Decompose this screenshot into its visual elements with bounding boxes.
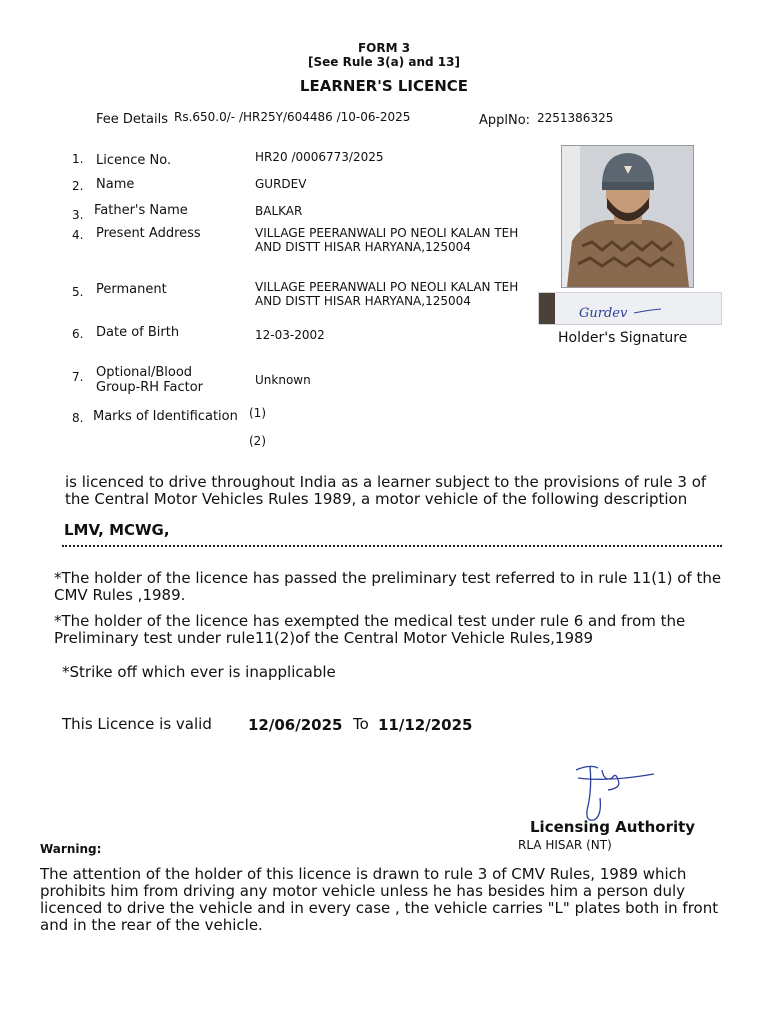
identification-mark-2: (2)	[249, 434, 266, 448]
holder-signature-label: Holder's Signature	[558, 330, 688, 346]
appl-no-label: ApplNo:	[479, 113, 531, 128]
identification-mark-1: (1)	[249, 406, 266, 420]
strike-off-note: *Strike off which ever is inapplicable	[62, 663, 336, 681]
holder-signature-graphic	[539, 293, 721, 324]
identification-marks-label: Marks of Identification	[93, 409, 238, 424]
valid-from-date: 12/06/2025	[248, 716, 343, 734]
rule-reference: [See Rule 3(a) and 13]	[308, 55, 460, 69]
dob-value: 12-03-2002	[255, 328, 325, 342]
blood-group-label: Optional/Blood Group-RH Factor	[96, 365, 204, 395]
licence-statement: is licenced to drive throughout India as a learner subject to the provisions of rule 3 of the Central Motor Vehicles Rules 1989, a motor vehicle of the following description	[65, 473, 707, 508]
permanent-address-value: VILLAGE PEERANWALI PO NEOLI KALAN TEH AND DISTT HISAR HARYANA,125004	[255, 280, 519, 308]
field-number: 7.	[72, 370, 84, 384]
warning-label: Warning:	[40, 842, 102, 856]
form-number: FORM 3	[357, 41, 411, 55]
blood-group-value: Unknown	[255, 373, 311, 387]
permanent-address-label: Permanent	[96, 282, 167, 297]
page-title: LEARNER'S LICENCE	[299, 77, 469, 95]
holder-photo-graphic	[562, 146, 693, 287]
name-label: Name	[96, 177, 135, 192]
field-number: 3.	[72, 208, 84, 222]
authority-office: RLA HISAR (NT)	[518, 838, 612, 852]
licence-no-label: Licence No.	[96, 153, 172, 168]
validity-label: This Licence is valid	[62, 715, 212, 733]
present-address-value: VILLAGE PEERANWALI PO NEOLI KALAN TEH AND DISTT HISAR HARYANA,125004	[255, 226, 519, 254]
dotted-divider	[62, 545, 722, 547]
dob-label: Date of Birth	[96, 325, 180, 340]
field-number: 4.	[72, 228, 84, 242]
fathers-name-label: Father's Name	[94, 203, 188, 218]
field-number: 6.	[72, 327, 84, 341]
licensing-authority-title: Licensing Authority	[530, 818, 696, 836]
fee-value: Rs.650.0/- /HR25Y/604486 /10-06-2025	[174, 110, 411, 124]
field-number: 1.	[72, 152, 84, 166]
valid-to-date: 11/12/2025	[378, 716, 473, 734]
appl-no-value: 2251386325	[537, 111, 614, 125]
name-value: GURDEV	[255, 177, 307, 191]
holder-signature-text: Gurdev	[579, 306, 628, 321]
field-number: 5.	[72, 285, 84, 299]
field-number: 2.	[72, 179, 84, 193]
present-address-label: Present Address	[96, 226, 201, 241]
fathers-name-value: BALKAR	[255, 204, 303, 218]
field-number: 8.	[72, 411, 84, 425]
warning-text: The attention of the holder of this licence is drawn to rule 3 of CMV Rules, 1989 which prohibits him from driving any motor vehicle unless he has besides him a person duly licenced to drive the vehicle and in every case , the vehicle carries "L" plates both in front and in the rear of the vehicle.	[40, 865, 719, 934]
preliminary-test-note: *The holder of the licence has passed the preliminary test referred to in rule 11(1) of the CMV Rules ,1989.	[54, 569, 722, 604]
vehicle-classes: LMV, MCWG,	[64, 521, 170, 539]
licence-no-value: HR20 /0006773/2025	[255, 150, 384, 164]
fee-label: Fee Details	[96, 112, 168, 127]
holder-signature-box	[538, 292, 722, 325]
validity-to-label: To	[353, 715, 369, 733]
holder-photo	[561, 145, 694, 288]
medical-exemption-note: *The holder of the licence has exempted the medical test under rule 6 and from the Preliminary test under rule11(2)of the Central Motor Vehicle Rules,1989	[54, 612, 686, 647]
